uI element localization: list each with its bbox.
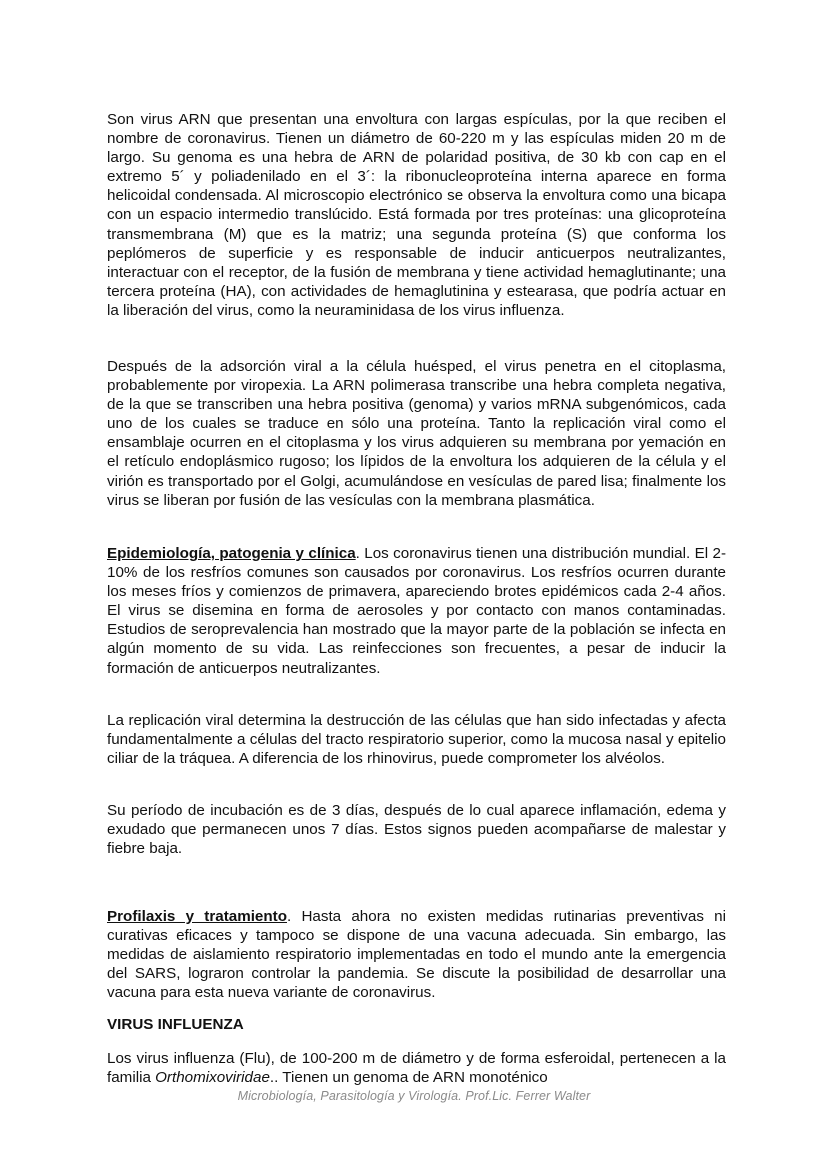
prophylaxis-heading: Profilaxis y tratamiento	[107, 908, 287, 925]
section-title-influenza: VIRUS INFLUENZA	[107, 1016, 244, 1033]
paragraph-prophylaxis	[107, 907, 726, 1002]
paragraph-influenza-intro	[107, 1049, 726, 1087]
page-footer: Microbiología, Parasitología y Virología. Prof.Lic. Ferrer Walter	[237, 1089, 591, 1103]
influenza-intro-part-b: .. Tienen un genoma de ARN monoténico	[269, 1069, 548, 1087]
paragraph-replication: Después de la adsorción viral a la célula huésped, el virus penetra en el citoplasma, probablemente por viropexia. La ARN polimerasa transcribe una hebra completa negativa, de la que se transcriben una hebra positiva (genoma) y varios mRNA subgenómicos, cada uno de los cuales se traduce en sólo una proteína. Tanto la replicación viral como el ensamblaje ocurren en el citoplasma y los virus adquieren su membrana por yemación en el retículo endoplásmico rugoso; los lípidos de la envoltura los adquieren de la célula y el virión es transportado por el Golgi, acumulándose en vesículas de pared lisa; finalmente los virus se liberan por fusión de las vesículas con la membrana plasmática.	[107, 358, 726, 509]
paragraph-pathogenesis: La replicación viral determina la destrucción de las células que han sido infectadas y afecta fundamentalmente a células del tracto respiratorio superior, como la mucosa nasal y epitelio ciliar de la tráquea. A diferencia de los rhinovirus, puede comprometer los alvéolos.	[107, 712, 726, 768]
family-name-italic: Orthomixoviridae	[155, 1069, 270, 1087]
prophylaxis-body: . Hasta ahora no existen medidas rutinarias preventivas ni curativas eficaces y tampoco se dispone de una vacuna adecuada. Sin embargo, las medidas de aislamiento respiratorio implementadas en todo el mundo ante la emergencia del SARS, lograron controlar la pandemia. Se discute la posibilidad de desarrollar una vacuna para esta nueva variante de coronavirus.	[107, 908, 726, 1002]
influenza-intro-part-a: Los virus influenza (Flu), de 100-200 m de diámetro y de forma esferoidal, pertenecen a la familia	[107, 1050, 726, 1087]
epidemiology-heading: Epidemiología, patogenia y clínica	[107, 545, 356, 562]
paragraph-incubation: Su período de incubación es de 3 días, después de lo cual aparece inflamación, edema y exudado que permanecen unos 7 días. Estos signos pueden acompañarse de malestar y fiebre baja.	[107, 802, 726, 858]
paragraph-epidemiology	[107, 544, 726, 678]
epidemiology-body: . Los coronavirus tienen una distribución mundial. El 2- 10% de los resfríos comunes son causados por coronavirus. Los resfríos ocurren durante los meses fríos y comienzos de primavera, apareciendo brotes epidémicos cada 2-4 años. El virus se disemina en forma de aerosoles y por contacto con manos contaminadas. Estudios de seroprevalencia han mostrado que la mayor parte de la población se infecta en algún momento de su vida. Las reinfecciones son frecuentes, a pesar de inducir la formación de anticuerpos neutralizantes.	[107, 545, 726, 677]
paragraph-coronavirus-structure: Son virus ARN que presentan una envoltura con largas espículas, por la que reciben el nombre de coronavirus. Tienen un diámetro de 60-220 m y las espículas miden 20 m de largo. Su genoma es una hebra de ARN de polaridad positiva, de 30 kb con cap en el extremo 5´ y poliadenilado en el 3´: la ribonucleoproteína interna aparece en forma helicoidal condensada. Al microscopio electrónico se observa la envoltura como una bicapa con un espacio intermedio translúcido. Está formada por tres proteínas: una glicoproteína transmembrana (M) que es la matriz; una segunda proteína (S) que conforma los peplómeros de superficie y es responsable de inducir anticuerpos neutralizantes, interactuar con el receptor, de la fusión de membrana y tiene actividad hemaglutinante; una tercera proteína (HA), con actividades de hemaglutinina y estearasa, que podría actuar en la liberación del virus, como la neuraminidasa de los virus influenza.	[107, 111, 726, 319]
